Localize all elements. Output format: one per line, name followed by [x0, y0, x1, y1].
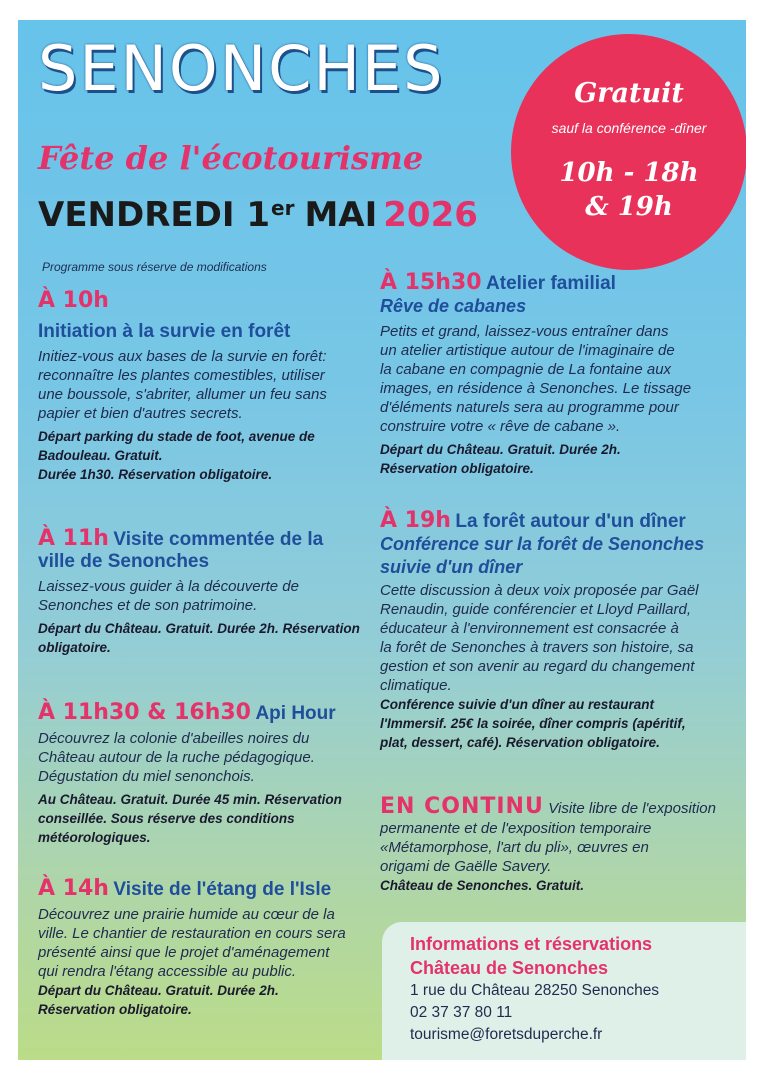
desc-line: climatique. [380, 677, 452, 694]
info-line: Conférence suivie d'un dîner au restaurant [380, 697, 655, 712]
desc-line: Renaudin, guide conférencier et Lloyd Paillard, [380, 601, 692, 618]
desc-line: Château autour de la ruche pédagogique. [38, 749, 315, 766]
desc-line: images, en résidence à Senonches. Le tissage [380, 380, 692, 397]
info-line: Départ du Château. Gratuit. Durée 2h. Réservation [38, 621, 360, 636]
desc-line: Découvrez une prairie humide au cœur de la [38, 906, 335, 923]
event-time: À 11h30 & 16h30 [38, 700, 251, 725]
desc-line: d'éléments naturels sera au programme pour [380, 399, 679, 416]
event-info [38, 790, 342, 847]
info-line: Réservation obligatoire. [38, 1002, 192, 1017]
event-title: Initiation à la survie en forêt [38, 321, 291, 342]
event-date [38, 195, 478, 235]
event-title: Visite commentée de la [113, 529, 324, 550]
desc-line: Initiez-vous aux bases de la survie en forêt: [38, 348, 327, 365]
desc-line: construire votre « rêve de cabane ». [380, 418, 621, 435]
event-19h [380, 508, 704, 752]
event-subtitle [380, 533, 704, 579]
date-day: VENDREDI 1 [38, 195, 270, 235]
event-info: Château de Senonches. Gratuit. [380, 878, 585, 893]
event-subtitle: Rêve de cabanes [380, 296, 527, 316]
badge-hours-2: & 19h [585, 192, 673, 222]
desc-line: gestion et son avenir au regard du changement [380, 658, 695, 675]
event-14h [38, 876, 346, 1019]
desc-line: la forêt de Senonches à travers son histoire, sa [380, 639, 694, 656]
desc-line: qui rendra l'étang accessible au public. [38, 963, 297, 980]
email-address[interactable]: tourisme@foretsduperche.fr [410, 1026, 603, 1043]
event-desc [380, 322, 691, 436]
date-sup: er [271, 196, 295, 220]
event-title: Api Hour [255, 703, 336, 724]
subtitle-line: Conférence sur la forêt de Senonches [380, 534, 705, 554]
event-info [38, 619, 360, 657]
event-info [380, 440, 691, 478]
desc-line: présenté ainsi que le projet d'aménagement [38, 944, 330, 961]
desc-line: un atelier artistique autour de l'imaginaire de [380, 342, 675, 359]
desc-line: éducateur à l'environnement est consacrée à [380, 620, 679, 637]
event-desc [38, 905, 346, 981]
info-line: Départ du Château. Gratuit. Durée 2h. [38, 983, 279, 998]
event-title: Atelier familial [486, 273, 616, 294]
info-line: l'Immersif. 25€ la soirée, dîner compris (apéritif, [380, 716, 686, 731]
info-line: plat, dessert, café). Réservation obligatoire. [380, 735, 660, 750]
badge-gratuit: Gratuit [574, 78, 684, 109]
event-desc [380, 581, 704, 695]
desc-line: Découvrez la colonie d'abeilles noires du [38, 730, 310, 747]
event-info [38, 981, 346, 1019]
poster [18, 20, 746, 1060]
price-badge [511, 34, 746, 270]
event-title-2: ville de Senonches [38, 551, 210, 572]
info-title-2: Château de Senonches [410, 958, 609, 978]
info-line: obligatoire. [38, 640, 111, 655]
info-line: Durée 1h30. Réservation obligatoire. [38, 467, 273, 482]
event-time: À 15h30 [380, 270, 482, 295]
desc-line: papier et bien d'autres secrets. [38, 405, 243, 422]
desc-line: origami de Gaëlle Savery. [380, 858, 552, 875]
date-month: MAI [304, 195, 378, 235]
reserve-note: Programme sous réserve de modifications [42, 260, 267, 274]
desc-line: Dégustation du miel senonchois. [38, 768, 255, 785]
event-desc [38, 347, 327, 423]
continu-label: EN CONTINU [380, 794, 544, 819]
event-title: La forêt autour d'un dîner [455, 511, 686, 532]
info-title [410, 932, 652, 980]
event-15h30 [380, 270, 691, 478]
info-box [382, 922, 746, 1060]
event-time: À 19h [380, 508, 451, 533]
address: 1 rue du Château 28250 Senonches [410, 982, 660, 999]
date-year: 2026 [383, 195, 478, 235]
desc-line: «Métamorphose, l'art du pli», œuvres en [380, 839, 649, 856]
desc-line: Cette discussion à deux voix proposée par Gaël [380, 582, 699, 599]
event-desc [380, 819, 716, 876]
info-line: conseillée. Sous réserve des conditions [38, 811, 295, 826]
continu-desc-0: Visite libre de l'exposition [548, 800, 716, 817]
desc-line: une boussole, s'abriter, allumer un feu sans [38, 386, 327, 403]
page-title: SENONCHES [38, 32, 445, 105]
info-line: Départ parking du stade de foot, avenue de [38, 429, 315, 444]
event-info [38, 427, 327, 484]
event-11h [38, 526, 360, 657]
info-line: Réservation obligatoire. [380, 461, 534, 476]
event-time: À 11h [38, 526, 109, 551]
event-11h30 [38, 700, 342, 847]
badge-sauf: sauf la conférence -dîner [551, 120, 707, 136]
event-time: À 10h [38, 288, 109, 313]
desc-line: la cabane en compagnie de La fontaine aux [380, 361, 672, 378]
info-line: Badouleau. Gratuit. [38, 448, 163, 463]
desc-line: permanente et de l'exposition temporaire [380, 820, 652, 837]
phone-number[interactable]: 02 37 37 80 11 [410, 1004, 513, 1021]
info-line: météorologiques. [38, 830, 151, 845]
event-time: À 14h [38, 876, 109, 901]
info-line: Départ du Château. Gratuit. Durée 2h. [380, 442, 621, 457]
event-desc [38, 729, 342, 786]
desc-line: Petits et grand, laissez-vous entraîner dans [380, 323, 669, 340]
badge-hours-1: 10h - 18h [559, 158, 699, 188]
info-title-1: Informations et réservations [410, 934, 653, 954]
event-continu [380, 794, 716, 895]
event-title: Visite de l'étang de l'Isle [113, 879, 332, 900]
info-line: Au Château. Gratuit. Durée 45 min. Réservation [38, 792, 342, 807]
subtitle-line: suivie d'un dîner [380, 557, 523, 577]
event-subtitle: Fête de l'écotourisme [38, 139, 424, 177]
desc-line: reconnaître les plantes comestibles, utiliser [38, 367, 325, 384]
info-contact [410, 980, 659, 1046]
desc-line: Senonches et de son patrimoine. [38, 597, 258, 614]
event-desc [38, 577, 360, 615]
event-10h [38, 288, 327, 484]
badge-hours [511, 156, 746, 224]
desc-line: Laissez-vous guider à la découverte de [38, 578, 299, 595]
desc-line: ville. Le chantier de restauration en cours sera [38, 925, 346, 942]
event-info [380, 695, 704, 752]
